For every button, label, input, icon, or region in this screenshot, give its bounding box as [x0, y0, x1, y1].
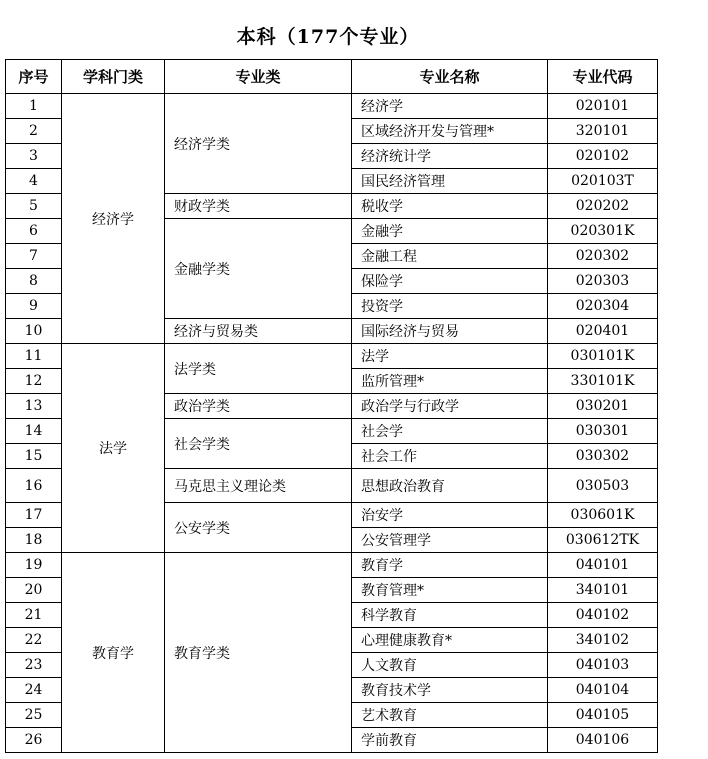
category-cell: 社会学类: [165, 419, 352, 469]
major-name-cell: 心理健康教育*: [352, 628, 548, 653]
seq-cell: 18: [6, 528, 62, 553]
seq-cell: 8: [6, 269, 62, 294]
category-cell: 政治学类: [165, 394, 352, 419]
major-name-cell: 金融学: [352, 219, 548, 244]
seq-cell: 5: [6, 194, 62, 219]
major-name-cell: 经济学: [352, 94, 548, 119]
major-name-cell: 教育学: [352, 553, 548, 578]
major-name-cell: 教育管理*: [352, 578, 548, 603]
major-name-cell: 经济统计学: [352, 144, 548, 169]
code-cell: 030601K: [548, 503, 658, 528]
code-cell: 020303: [548, 269, 658, 294]
majors-table: [5, 59, 658, 753]
header-discipline: 学科门类: [62, 60, 165, 94]
major-name-cell: 法学: [352, 344, 548, 369]
seq-cell: 17: [6, 503, 62, 528]
code-cell: 020101: [548, 94, 658, 119]
code-cell: 040101: [548, 553, 658, 578]
seq-cell: 26: [6, 728, 62, 753]
major-name-cell: 社会工作: [352, 444, 548, 469]
major-name-cell: 思想政治教育: [352, 469, 548, 503]
code-cell: 020301K: [548, 219, 658, 244]
major-name-cell: 政治学与行政学: [352, 394, 548, 419]
code-cell: 020202: [548, 194, 658, 219]
category-cell: 法学类: [165, 344, 352, 394]
seq-cell: 25: [6, 703, 62, 728]
major-name-cell: 教育技术学: [352, 678, 548, 703]
category-cell: 教育学类: [165, 553, 352, 753]
major-name-cell: 区域经济开发与管理*: [352, 119, 548, 144]
major-name-cell: 国际经济与贸易: [352, 319, 548, 344]
seq-cell: 4: [6, 169, 62, 194]
header-row: [6, 60, 658, 94]
header-seq: 序号: [6, 60, 62, 94]
table-row: [6, 553, 658, 578]
discipline-cell: 教育学: [62, 553, 165, 753]
page-title: 本科（177个专业）: [236, 26, 420, 48]
seq-cell: 7: [6, 244, 62, 269]
major-name-cell: 人文教育: [352, 653, 548, 678]
seq-cell: 11: [6, 344, 62, 369]
major-name-cell: 投资学: [352, 294, 548, 319]
code-cell: 040102: [548, 603, 658, 628]
table-row: [6, 344, 658, 369]
code-cell: 040104: [548, 678, 658, 703]
seq-cell: 21: [6, 603, 62, 628]
major-name-cell: 艺术教育: [352, 703, 548, 728]
seq-cell: 1: [6, 94, 62, 119]
major-name-cell: 学前教育: [352, 728, 548, 753]
seq-cell: 9: [6, 294, 62, 319]
code-cell: 040105: [548, 703, 658, 728]
category-cell: 马克思主义理论类: [165, 469, 352, 503]
seq-cell: 10: [6, 319, 62, 344]
major-name-cell: 监所管理*: [352, 369, 548, 394]
seq-cell: 16: [6, 469, 62, 503]
code-cell: 330101K: [548, 369, 658, 394]
seq-cell: 3: [6, 144, 62, 169]
code-cell: 340101: [548, 578, 658, 603]
code-cell: 020103T: [548, 169, 658, 194]
category-cell: 经济与贸易类: [165, 319, 352, 344]
seq-cell: 6: [6, 219, 62, 244]
header-major-name: 专业名称: [352, 60, 548, 94]
seq-cell: 23: [6, 653, 62, 678]
code-cell: 030201: [548, 394, 658, 419]
category-cell: 金融学类: [165, 219, 352, 319]
major-name-cell: 社会学: [352, 419, 548, 444]
code-cell: 020102: [548, 144, 658, 169]
major-name-cell: 金融工程: [352, 244, 548, 269]
code-cell: 040103: [548, 653, 658, 678]
category-cell: 经济学类: [165, 94, 352, 194]
major-name-cell: 税收学: [352, 194, 548, 219]
header-code: 专业代码: [548, 60, 658, 94]
seq-cell: 15: [6, 444, 62, 469]
seq-cell: 20: [6, 578, 62, 603]
table-row: [6, 94, 658, 119]
code-cell: 020302: [548, 244, 658, 269]
code-cell: 030101K: [548, 344, 658, 369]
code-cell: 030612TK: [548, 528, 658, 553]
code-cell: 030503: [548, 469, 658, 503]
discipline-cell: 法学: [62, 344, 165, 553]
code-cell: 340102: [548, 628, 658, 653]
seq-cell: 22: [6, 628, 62, 653]
major-name-cell: 国民经济管理: [352, 169, 548, 194]
seq-cell: 19: [6, 553, 62, 578]
seq-cell: 2: [6, 119, 62, 144]
code-cell: 030302: [548, 444, 658, 469]
major-name-cell: 治安学: [352, 503, 548, 528]
category-cell: 财政学类: [165, 194, 352, 219]
code-cell: 020304: [548, 294, 658, 319]
code-cell: 320101: [548, 119, 658, 144]
major-name-cell: 公安管理学: [352, 528, 548, 553]
header-category: 专业类: [165, 60, 352, 94]
code-cell: 040106: [548, 728, 658, 753]
category-cell: 公安学类: [165, 503, 352, 553]
discipline-cell: 经济学: [62, 94, 165, 344]
major-name-cell: 保险学: [352, 269, 548, 294]
seq-cell: 13: [6, 394, 62, 419]
code-cell: 020401: [548, 319, 658, 344]
major-name-cell: 科学教育: [352, 603, 548, 628]
seq-cell: 24: [6, 678, 62, 703]
seq-cell: 12: [6, 369, 62, 394]
code-cell: 030301: [548, 419, 658, 444]
seq-cell: 14: [6, 419, 62, 444]
